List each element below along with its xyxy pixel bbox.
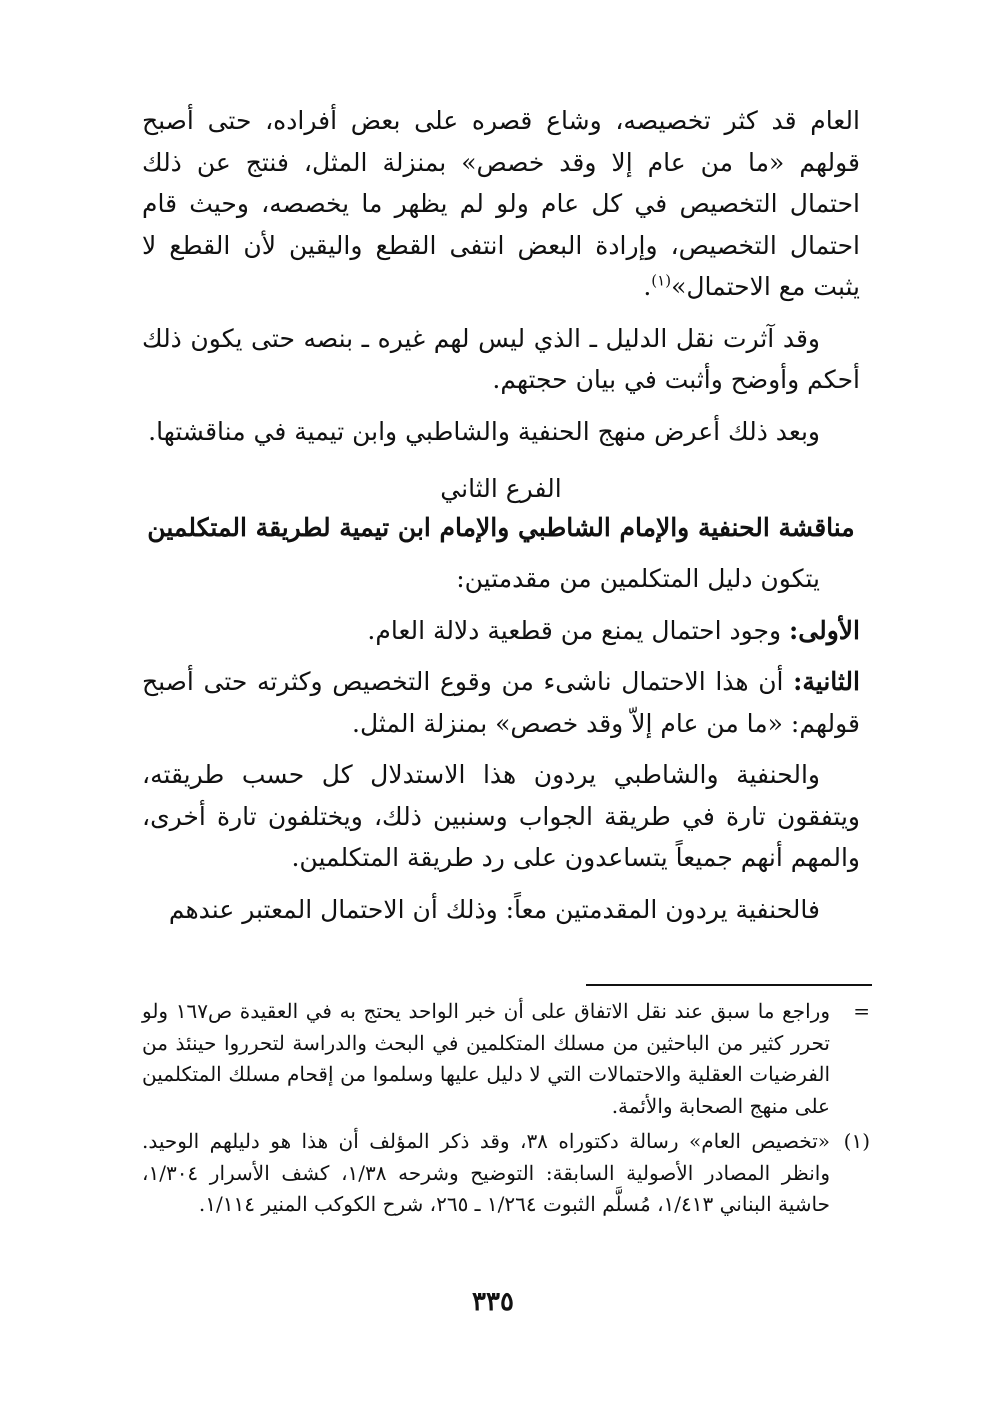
page-number: ٣٣٥ — [472, 1287, 514, 1317]
premise-label: الأولى: — [789, 615, 860, 645]
premise-text: وجود احتمال يمنع من قطعية دلالة العام. — [367, 615, 782, 645]
paragraph: فالحنفية يردون المقدمتين معاً: وذلك أن الاحتمال المعتبر عندهم — [168, 894, 820, 924]
main-text — [142, 100, 860, 930]
footnote-marker: = — [853, 999, 870, 1023]
premise-label: الثانية: — [793, 667, 860, 696]
paragraph: وبعد ذلك أعرض منهج الحنفية والشاطبي وابن تيمية في مناقشتها. — [148, 416, 820, 446]
paragraph: وقد آثرت نقل الدليل ـ الذي ليس لهم غيره ـ بنصه حتى يكون ذلك أحكم وأوضح وأثبت في بيان حجتهم. — [142, 323, 860, 394]
paragraph-continued — [142, 100, 860, 308]
footnote-marker: (١) — [843, 1129, 870, 1153]
premise-first — [142, 610, 860, 652]
section-title: الفرع الثاني — [440, 474, 562, 503]
premise-text: أن هذا الاحتمال ناشىء من وقوع التخصيص وكثرته حتى أصبح قولهم: «ما من عام إلاّ وقد خصص» بمنزلة المثل. — [142, 667, 860, 738]
paragraph-end: . — [643, 272, 652, 301]
footnote-separator — [586, 984, 872, 986]
footnote-1 — [142, 1126, 870, 1221]
footnote-text: «تخصيص العام» رسالة دكتوراه ٣٨، وقد ذكر المؤلف أن هذا هو دليلهم الوحيد. وانظر المصادر الأصولية السابقة: التوضيح وشرحه ١/٣٨، كشف الأسرار ١/٣٠٤، حاشية البناني ١/٤١٣، مُسلَّم الثبوت ١/٢٦٤ ـ ٢٦٥، شرح الكوكب المنير ١/١١٤. — [142, 1129, 830, 1216]
paragraph-text: العام قد كثر تخصيصه، وشاع قصره على بعض أفراده، حتى أصبح قولهم «ما من عام إلا وقد خصص» بمنزلة المثل، فنتج عن ذلك احتمال التخصيص في كل عام ولو لم يظهر ما يخصصه، وحيث قام احتمال التخصيص، وإرادة البعض انتفى القطع واليقين لأن القطع لا يثبت مع الاحتمال» — [142, 106, 860, 301]
footnotes — [142, 996, 870, 1225]
paragraph: والحنفية والشاطبي يردون هذا الاستدلال كل حسب طريقته، ويتفقون تارة في طريقة الجواب وسنبين ذلك، ويختلفون تارة أخرى، والمهم أنهم جميعاً يتساعدون على رد طريقة المتكلمين. — [142, 760, 860, 872]
footnote-continued — [142, 996, 870, 1122]
footnote-reference: (١) — [651, 271, 672, 290]
footnote-text: وراجع ما سبق عند نقل الاتفاق على أن خبر الواحد يحتج به في العقيدة ص١٦٧ ولو تحرر كثير من الباحثين من مسلك المتكلمين في البحث والدراسة لتحرروا حينئذ من الفرضيات العقلية والاحتمالات التي لا دليل عليها وسلموا من إقحام مسلك المتكلمين على منهج الصحابة والأئمة. — [142, 999, 830, 1118]
paragraph-intro: يتكون دليل المتكلمين من مقدمتين: — [456, 564, 820, 593]
premise-second — [142, 661, 860, 744]
section-subtitle: مناقشة الحنفية والإمام الشاطبي والإمام ابن تيمية لطريقة المتكلمين — [147, 513, 855, 542]
